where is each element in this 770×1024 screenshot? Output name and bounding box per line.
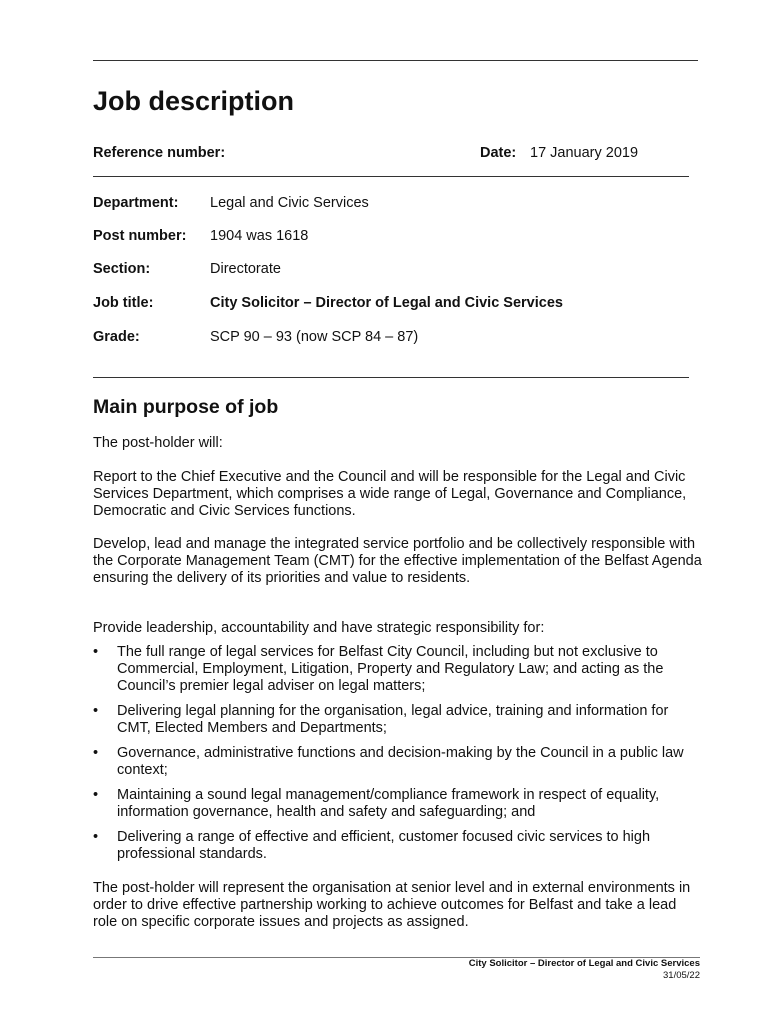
section-label: Section: <box>93 261 151 277</box>
paragraph-report: Report to the Chief Executive and the Council and will be responsible for the Legal and Civic Services Department, which comprises a wide range of Legal, Governance and Compliance, Democratic and Civic Services functions. <box>93 469 687 519</box>
job-title-value: City Solicitor – Director of Legal and Civic Services <box>210 295 563 311</box>
footer-title: City Solicitor – Director of Legal and Civic Services <box>468 958 700 969</box>
department-label: Department: <box>93 195 179 211</box>
list-item <box>93 745 703 779</box>
intro-text: The post-holder will: <box>93 435 223 451</box>
bullet: • <box>93 787 99 803</box>
department-value: Legal and Civic Services <box>210 195 369 211</box>
date-label: Date: <box>480 145 517 161</box>
reference-number-label: Reference number: <box>93 145 226 161</box>
bullet: • <box>93 829 99 845</box>
bullet: • <box>93 644 99 660</box>
bullet: • <box>93 703 99 719</box>
list-item <box>93 644 703 695</box>
section-value: Directorate <box>210 261 281 277</box>
page-title: Job description <box>93 86 295 116</box>
list-item-text: Delivering a range of effective and efficient, customer focused civic services to high professional standards. <box>117 829 651 862</box>
paragraph-leadership: Provide leadership, accountability and have strategic responsibility for: <box>93 620 545 636</box>
list-item <box>93 829 703 863</box>
top-divider <box>93 60 698 61</box>
list-item <box>93 787 703 821</box>
paragraph-develop: Develop, lead and manage the integrated service portfolio and be collectively responsible with the Corporate Management Team (CMT) for the effective implementation of the Belfast Agenda ensuring the delivery of its priorities and value to residents. <box>93 536 702 586</box>
post-number-value: 1904 was 1618 <box>210 228 309 244</box>
header-divider <box>93 176 689 177</box>
page-footer <box>469 958 700 982</box>
details-divider <box>93 377 689 378</box>
footer-date: 31/05/22 <box>663 970 700 981</box>
paragraph-closing: The post-holder will represent the organisation at senior level and in external environments in order to drive effective partnership working to achieve outcomes for Belfast and take a lead role on specific corporate issues and projects as assigned. <box>93 880 691 930</box>
list-item-text: The full range of legal services for Belfast City Council, including but not exclusive to Commercial, Employment, Litigation, Property and Regulatory Law; and acting as the Council’s premier legal adviser on legal matters; <box>117 644 664 694</box>
list-item-text: Delivering legal planning for the organisation, legal advice, training and information for CMT, Elected Members and Departments; <box>117 703 669 736</box>
post-number-label: Post number: <box>93 228 187 244</box>
list-item-text: Maintaining a sound legal management/compliance framework in respect of equality, information governance, health and safety and safeguarding; and <box>117 787 660 820</box>
list-item-text: Governance, administrative functions and decision-making by the Council in a public law context; <box>117 745 684 778</box>
job-title-label: Job title: <box>93 295 154 311</box>
date-value: 17 January 2019 <box>530 145 639 161</box>
bullet: • <box>93 745 99 761</box>
responsibility-list <box>93 644 703 871</box>
grade-value: SCP 90 – 93 (now SCP 84 – 87) <box>210 329 419 345</box>
grade-label: Grade: <box>93 329 140 345</box>
main-purpose-heading: Main purpose of job <box>93 396 279 418</box>
list-item <box>93 703 703 737</box>
